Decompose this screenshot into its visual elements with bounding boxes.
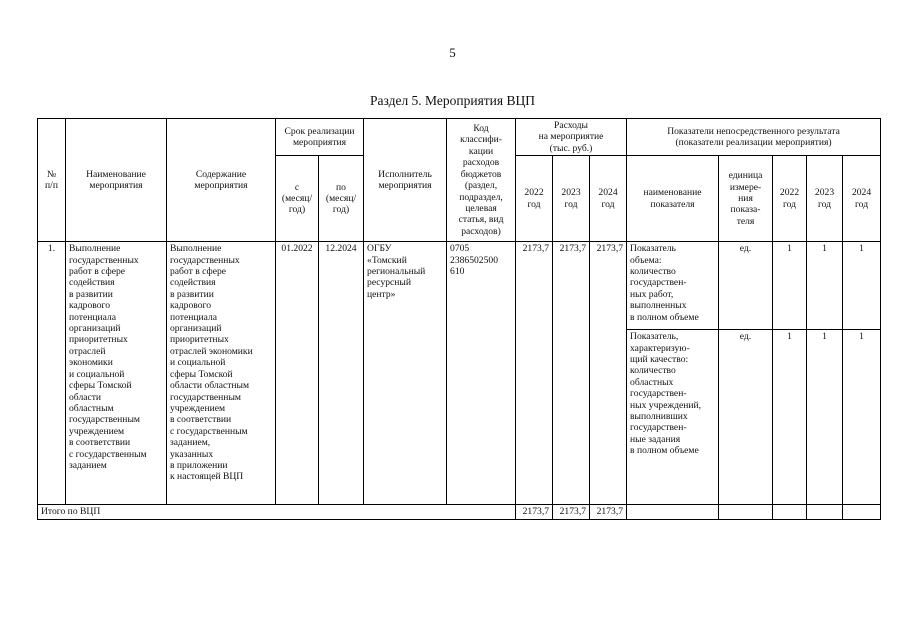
total-empty-cell (627, 505, 719, 519)
total-expense-2022: 2173,7 (516, 505, 553, 519)
header-indicator-unit: единица измере- ния показа- теля (719, 156, 773, 242)
row-expense-2022: 2173,7 (516, 242, 553, 505)
row-expense-2023: 2173,7 (553, 242, 590, 505)
row-code: 0705 2386502500 610 (447, 242, 516, 505)
header-num: № п/п (38, 119, 66, 242)
row-num: 1. (38, 242, 66, 505)
row-executor: ОГБУ «Томский региональный ресурсный центр» (364, 242, 447, 505)
total-empty-cell (719, 505, 773, 519)
header-code: Код классифи- кации расходов бюджетов (раздел, подраздел, целевая статья, вид расходов) (447, 119, 516, 242)
header-content: Содержание мероприятия (167, 119, 276, 242)
header-indicator-name: наименование показателя (627, 156, 719, 242)
header-year-2023: 2023 год (553, 156, 590, 242)
indicator-2-unit: ед. (719, 330, 773, 505)
indicator-2-value-2024: 1 (843, 330, 881, 505)
total-empty-cell (807, 505, 843, 519)
page-number: 5 (449, 45, 456, 60)
row-expense-2024: 2173,7 (590, 242, 627, 505)
indicator-1-unit: ед. (719, 242, 773, 330)
indicator-1-value-2023: 1 (807, 242, 843, 330)
header-executor: Исполнитель мероприятия (364, 119, 447, 242)
indicator-1-value-2024: 1 (843, 242, 881, 330)
total-expense-2023: 2173,7 (553, 505, 590, 519)
table-row (38, 242, 881, 330)
row-activity-name: Выполнение государственных работ в сфере содействия в развитии кадрового потенциала организаций приоритетных отраслей экономики и социальной сферы Томской области областным государственным учреждением в соответствии с государственным заданием (66, 242, 167, 505)
indicator-2-name: Показатель, характеризую- щий качество: количество областных государствен- ных учреждений, выполнивших государствен- ные задания в полном объеме (627, 330, 719, 505)
header-year-2024: 2024 год (590, 156, 627, 242)
header-term-group: Срок реализации мероприятия (276, 119, 364, 156)
header-row-1 (38, 119, 881, 156)
section-title: Раздел 5. Мероприятия ВЦП (370, 93, 535, 108)
header-name: Наименование мероприятия (66, 119, 167, 242)
header-ind-year-2022: 2022 год (773, 156, 807, 242)
header-term-from: с (месяц/ год) (276, 156, 319, 242)
total-row (38, 505, 881, 519)
header-ind-year-2024: 2024 год (843, 156, 881, 242)
header-term-to: по (месяц/ год) (319, 156, 364, 242)
header-year-2022: 2022 год (516, 156, 553, 242)
total-empty-cell (773, 505, 807, 519)
total-label: Итого по ВЦП (38, 505, 516, 519)
row-activity-content: Выполнение государственных работ в сфере содействия в развитии кадрового потенциала организаций приоритетных отраслей экономики и социальной сферы Томской области областным государственным учреждением в соответствии с государственным заданием, указанных в приложении к настоящей ВЦП (167, 242, 276, 505)
indicator-1-name: Показатель объема: количество государствен- ных работ, выполненных в полном объеме (627, 242, 719, 330)
indicator-2-value-2022: 1 (773, 330, 807, 505)
activities-table (37, 118, 881, 520)
row-term-from: 01.2022 (276, 242, 319, 505)
indicator-2-value-2023: 1 (807, 330, 843, 505)
total-empty-cell (843, 505, 881, 519)
header-ind-year-2023: 2023 год (807, 156, 843, 242)
indicator-1-value-2022: 1 (773, 242, 807, 330)
header-indicators-group: Показатели непосредственного результата (показатели реализации мероприятия) (627, 119, 881, 156)
row-term-to: 12.2024 (319, 242, 364, 505)
total-expense-2024: 2173,7 (590, 505, 627, 519)
header-expenses-group: Расходы на мероприятие (тыс. руб.) (516, 119, 627, 156)
